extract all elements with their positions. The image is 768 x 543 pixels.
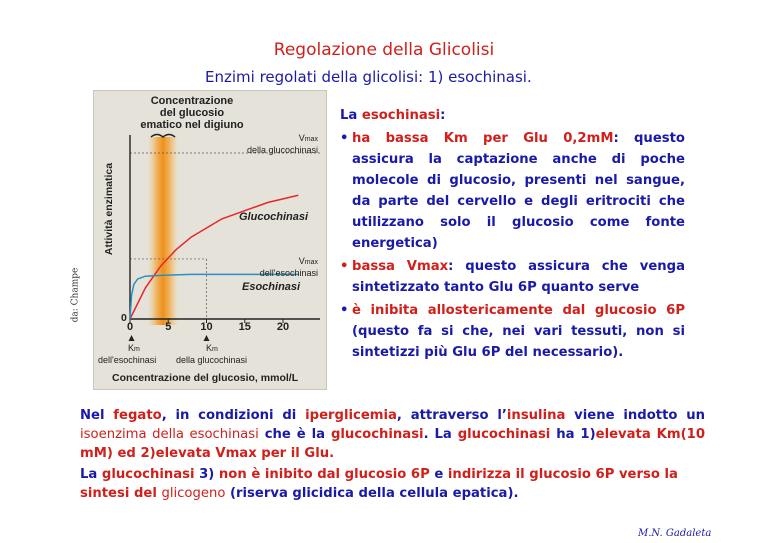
p1-seg: , in condizioni di [161, 408, 306, 423]
figure-header-line-2: del glucosio [159, 107, 225, 119]
p1-seg: che è la [258, 427, 331, 442]
vmax-eso-v: V [298, 256, 305, 266]
esochinasi-description [340, 105, 685, 363]
bullet-dot-icon: • [340, 259, 349, 274]
x-tick-label: 15 [238, 321, 251, 333]
p1-glucochinasi-2: glucochinasi [457, 427, 551, 442]
bullet-dot-icon: • [340, 131, 349, 146]
km-gluco-label [176, 343, 256, 365]
p1-isoenzima: isoenzima della esochinasi [80, 427, 259, 442]
p1-seg: . La [423, 427, 458, 442]
p2-glicogeno: glicogeno [161, 486, 226, 501]
bullet-inhibition [340, 300, 685, 363]
vmax-gluco-label [234, 133, 318, 155]
km-eso-desc: dell'esochinasi [98, 355, 157, 365]
km-arrow-icon [129, 335, 135, 341]
y-zero-label: 0 [121, 312, 127, 324]
p2-seg: La [80, 467, 102, 482]
p1-seg: viene indotto un [565, 408, 705, 423]
km-gluco-k: K [206, 343, 213, 353]
bullet-km-text: : questo assicura la captazione anche di poche molecole di glucosio, presenti nel sangue, da parte del cervello e degli eritrociti che utilizzano solo il glucosio come fonte energetica) [352, 131, 685, 251]
glucochinasi-paragraph [80, 406, 705, 503]
p2-seg: e [429, 467, 448, 482]
p2-non-inibito: non è inibito dal glucosio 6P [218, 467, 430, 482]
bullet-inhibition-text: (questo fa si che, nei vari tessuti, non si sintetizzi più Glu 6P del necessario). [352, 324, 685, 360]
x-tick-label: 0 [126, 321, 134, 333]
heading-esochinasi: esochinasi [361, 108, 441, 123]
vmax-gluco-desc: della glucochinasi [246, 145, 318, 155]
p2-seg: 3) [194, 467, 219, 482]
km-gluco-sub: m [212, 346, 218, 353]
esochinasi-label: Esochinasi [242, 281, 301, 293]
paragraph-1 [80, 406, 705, 463]
km-arrow-icon [204, 335, 210, 341]
bullet-vmax-text: : questo assicura che venga sintetizzato tanto Glu 6P quanto serve [352, 259, 685, 295]
fasting-glucose-band [148, 137, 178, 325]
heading-colon: : [440, 108, 446, 123]
p1-insulina: insulina [506, 408, 566, 423]
p1-glucochinasi: glucochinasi [330, 427, 424, 442]
p1-iperglicemia: iperglicemia [305, 408, 397, 423]
heading-la: La [340, 108, 362, 123]
km-gluco-desc: della glucochinasi [176, 355, 248, 365]
slide-title: Regolazione della Glicolisi [273, 40, 495, 60]
vmax-gluco-sub: max [304, 136, 318, 143]
vmax-eso-sub: max [304, 259, 318, 266]
source-credit: da: Champe [70, 267, 81, 323]
p1-seg: , attraverso l’ [396, 408, 507, 423]
p1-elevata: elevata Km(10 mM) ed 2)elevata Vmax per il Glu. [80, 427, 705, 461]
y-axis-label: Attività enzimatica [103, 162, 115, 256]
bullet-km [340, 128, 685, 254]
glucochinasi-label: Glucochinasi [239, 211, 309, 223]
vmax-gluco-v: V [298, 133, 305, 143]
p2-seg: (riserva glicidica della cellula epatica). [225, 486, 519, 501]
km-eso-sub: m [134, 346, 140, 353]
bullet-km-highlight: ha bassa Km per Glu 0,2mM [352, 131, 614, 146]
bullet-inhibition-highlight: è inibita allostericamente dal glucosio 6P [352, 303, 685, 318]
kinetics-figure [93, 90, 327, 390]
x-tick-label: 5 [165, 321, 172, 333]
vmax-eso-label [234, 256, 318, 278]
vmax-eso-desc: dell'esochinasi [259, 268, 318, 278]
paragraph-2 [80, 465, 705, 503]
x-tick-label: 10 [200, 321, 213, 333]
km-eso-label [98, 343, 178, 365]
x-axis-label: Concentrazione del glucosio, mmol/L [112, 372, 299, 384]
km-eso-k: K [128, 343, 135, 353]
p1-seg: Nel [80, 408, 114, 423]
header-brace [151, 135, 175, 138]
figure-header-line-1: Concentrazione [150, 95, 234, 107]
author-signature: M.N. Gadaleta [638, 528, 712, 539]
bullet-vmax-highlight: bassa Vmax [352, 259, 449, 274]
p1-seg: ha 1) [550, 427, 596, 442]
bullet-vmax [340, 256, 685, 298]
slide-subtitle: Enzimi regolati della glicolisi: 1) esochinasi. [205, 68, 532, 86]
bullet-dot-icon: • [340, 303, 349, 318]
description-heading [340, 105, 685, 126]
p2-indirizza: indirizza il glucosio 6P verso la sintesi del [80, 467, 678, 501]
p1-fegato: fegato [113, 408, 162, 423]
x-tick-label: 20 [276, 321, 290, 333]
p2-glucochinasi: glucochinasi [101, 467, 195, 482]
figure-header-line-3: ematico nel digiuno [140, 119, 244, 131]
